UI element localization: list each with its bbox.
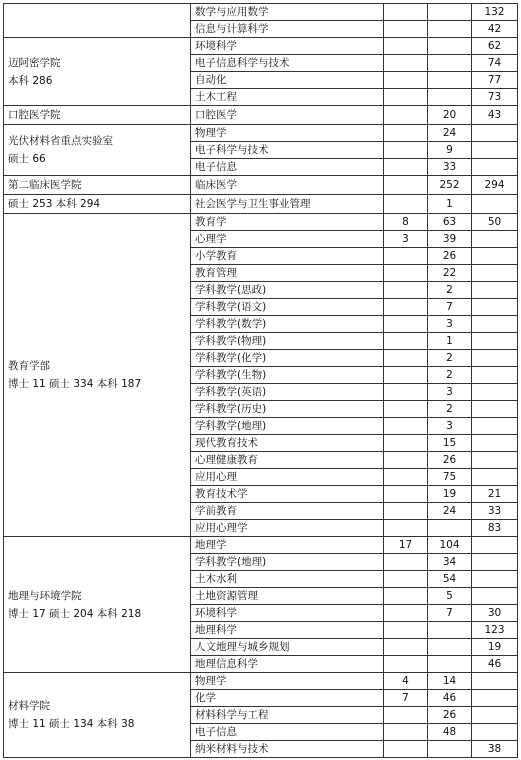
bachelor-count-cell — [472, 452, 518, 469]
bachelor-count-cell — [472, 125, 518, 142]
major-cell: 地理学 — [191, 537, 384, 554]
major-cell: 信息与计算科学 — [191, 21, 384, 38]
bachelor-count-cell — [472, 142, 518, 159]
master-count-cell: 2 — [428, 367, 472, 384]
phd-count-cell — [384, 333, 428, 350]
major-cell: 环境科学 — [191, 38, 384, 55]
college-name: 迈阿密学院 — [8, 56, 61, 69]
bachelor-count-cell — [472, 350, 518, 367]
bachelor-count-cell: 38 — [472, 741, 518, 758]
college-name: 地理与环境学院 — [8, 589, 82, 602]
phd-count-cell — [384, 605, 428, 622]
bachelor-count-cell — [472, 554, 518, 571]
major-cell: 心理学 — [191, 231, 384, 248]
bachelor-count-cell — [472, 690, 518, 707]
bachelor-count-cell — [472, 401, 518, 418]
master-count-cell: 1 — [428, 195, 472, 214]
master-count-cell: 14 — [428, 673, 472, 690]
bachelor-count-cell: 77 — [472, 72, 518, 89]
college-quota: 本科 286 — [8, 74, 53, 87]
major-cell: 学科教学(地理) — [191, 554, 384, 571]
table-row — [4, 673, 518, 690]
master-count-cell: 46 — [428, 690, 472, 707]
phd-count-cell: 7 — [384, 690, 428, 707]
table-row — [4, 537, 518, 554]
bachelor-count-cell — [472, 673, 518, 690]
master-count-cell — [428, 38, 472, 55]
master-count-cell: 3 — [428, 316, 472, 333]
bachelor-count-cell — [472, 588, 518, 605]
phd-count-cell — [384, 554, 428, 571]
major-cell: 数学与应用数学 — [191, 4, 384, 21]
master-count-cell — [428, 622, 472, 639]
bachelor-count-cell — [472, 265, 518, 282]
major-cell: 土地资源管理 — [191, 588, 384, 605]
college-name: 材料学院 — [8, 700, 50, 712]
bachelor-count-cell: 43 — [472, 106, 518, 125]
master-count-cell — [428, 639, 472, 656]
bachelor-count-cell — [472, 435, 518, 452]
major-cell: 纳米材料与技术 — [191, 741, 384, 758]
phd-count-cell — [384, 639, 428, 656]
major-cell: 心理健康教育 — [191, 452, 384, 469]
bachelor-count-cell: 33 — [472, 503, 518, 520]
major-cell: 学科教学(物理) — [191, 333, 384, 350]
master-count-cell: 104 — [428, 537, 472, 554]
phd-count-cell — [384, 125, 428, 142]
college-quota: 博士 11 硕士 334 本科 187 — [8, 378, 142, 390]
bachelor-count-cell: 46 — [472, 656, 518, 673]
major-cell: 电子信息科学与技术 — [191, 55, 384, 72]
major-cell: 化学 — [191, 690, 384, 707]
bachelor-count-cell: 83 — [472, 520, 518, 537]
master-count-cell: 3 — [428, 418, 472, 435]
master-count-cell: 22 — [428, 265, 472, 282]
phd-count-cell — [384, 299, 428, 316]
phd-count-cell — [384, 265, 428, 282]
college-cell — [4, 214, 191, 537]
master-count-cell: 2 — [428, 350, 472, 367]
major-cell: 地理科学 — [191, 622, 384, 639]
bachelor-count-cell — [472, 299, 518, 316]
phd-count-cell — [384, 741, 428, 758]
major-cell: 应用心理 — [191, 469, 384, 486]
phd-count-cell — [384, 435, 428, 452]
master-count-cell: 15 — [428, 435, 472, 452]
phd-count-cell: 4 — [384, 673, 428, 690]
major-cell: 学科教学(化学) — [191, 350, 384, 367]
master-count-cell — [428, 4, 472, 21]
bachelor-count-cell: 50 — [472, 214, 518, 231]
bachelor-count-cell — [472, 333, 518, 350]
major-cell: 教育管理 — [191, 265, 384, 282]
phd-count-cell — [384, 38, 428, 55]
college-cell — [4, 4, 191, 38]
bachelor-count-cell — [472, 571, 518, 588]
master-count-cell: 75 — [428, 469, 472, 486]
phd-count-cell — [384, 106, 428, 125]
master-count-cell: 48 — [428, 724, 472, 741]
phd-count-cell — [384, 89, 428, 106]
master-count-cell: 3 — [428, 384, 472, 401]
master-count-cell — [428, 89, 472, 106]
phd-count-cell: 8 — [384, 214, 428, 231]
phd-count-cell — [384, 486, 428, 503]
major-cell: 现代教育技术 — [191, 435, 384, 452]
phd-count-cell — [384, 724, 428, 741]
major-cell: 口腔医学 — [191, 106, 384, 125]
college-cell — [4, 673, 191, 758]
table-row — [4, 4, 518, 21]
master-count-cell: 7 — [428, 605, 472, 622]
bachelor-count-cell — [472, 537, 518, 554]
major-cell: 学科教学(思政) — [191, 282, 384, 299]
master-count-cell: 54 — [428, 571, 472, 588]
major-cell: 电子信息 — [191, 724, 384, 741]
phd-count-cell — [384, 159, 428, 176]
bachelor-count-cell: 73 — [472, 89, 518, 106]
major-cell: 学科教学(语文) — [191, 299, 384, 316]
bachelor-count-cell — [472, 159, 518, 176]
phd-count-cell — [384, 72, 428, 89]
phd-count-cell — [384, 350, 428, 367]
master-count-cell — [428, 741, 472, 758]
college-cell — [4, 125, 191, 176]
major-cell: 教育学 — [191, 214, 384, 231]
bachelor-count-cell: 132 — [472, 4, 518, 21]
major-cell: 临床医学 — [191, 176, 384, 195]
master-count-cell: 20 — [428, 106, 472, 125]
master-count-cell: 39 — [428, 231, 472, 248]
bachelor-count-cell — [472, 316, 518, 333]
college-cell — [4, 176, 191, 195]
major-cell: 自动化 — [191, 72, 384, 89]
master-count-cell: 26 — [428, 707, 472, 724]
phd-count-cell: 3 — [384, 231, 428, 248]
table-row — [4, 106, 518, 125]
major-cell: 学科教学(英语) — [191, 384, 384, 401]
phd-count-cell — [384, 316, 428, 333]
phd-count-cell — [384, 282, 428, 299]
bachelor-count-cell: 74 — [472, 55, 518, 72]
master-count-cell — [428, 520, 472, 537]
phd-count-cell — [384, 401, 428, 418]
college-quota: 博士 17 硕士 204 本科 218 — [8, 607, 142, 620]
major-cell: 教育技术学 — [191, 486, 384, 503]
master-count-cell — [428, 55, 472, 72]
phd-count-cell — [384, 503, 428, 520]
phd-count-cell — [384, 21, 428, 38]
phd-count-cell — [384, 656, 428, 673]
bachelor-count-cell — [472, 282, 518, 299]
master-count-cell — [428, 21, 472, 38]
major-cell: 社会医学与卫生事业管理 — [191, 195, 384, 214]
master-count-cell — [428, 72, 472, 89]
table-row — [4, 214, 518, 231]
major-cell: 材料科学与工程 — [191, 707, 384, 724]
major-cell: 地理信息科学 — [191, 656, 384, 673]
master-count-cell: 34 — [428, 554, 472, 571]
phd-count-cell — [384, 142, 428, 159]
major-cell: 物理学 — [191, 673, 384, 690]
master-count-cell: 19 — [428, 486, 472, 503]
master-count-cell: 2 — [428, 401, 472, 418]
master-count-cell: 63 — [428, 214, 472, 231]
bachelor-count-cell — [472, 248, 518, 265]
bachelor-count-cell: 62 — [472, 38, 518, 55]
master-count-cell: 2 — [428, 282, 472, 299]
bachelor-count-cell — [472, 707, 518, 724]
phd-count-cell: 17 — [384, 537, 428, 554]
phd-count-cell — [384, 452, 428, 469]
college-cell — [4, 537, 191, 673]
college-name: 第二临床医学院 — [8, 179, 82, 191]
college-name: 光伏材料省重点实验室 — [8, 135, 113, 147]
master-count-cell: 1 — [428, 333, 472, 350]
phd-count-cell — [384, 384, 428, 401]
table-row — [4, 125, 518, 142]
master-count-cell: 9 — [428, 142, 472, 159]
major-cell: 土木水利 — [191, 571, 384, 588]
college-name: 硕士 253 本科 294 — [8, 198, 101, 210]
major-cell: 物理学 — [191, 125, 384, 142]
phd-count-cell — [384, 176, 428, 195]
college-cell — [4, 195, 191, 214]
phd-count-cell — [384, 571, 428, 588]
bachelor-count-cell — [472, 418, 518, 435]
major-cell: 小学教育 — [191, 248, 384, 265]
master-count-cell: 24 — [428, 503, 472, 520]
master-count-cell: 24 — [428, 125, 472, 142]
major-cell: 学科教学(生物) — [191, 367, 384, 384]
table-row — [4, 195, 518, 214]
table-body — [4, 4, 518, 758]
phd-count-cell — [384, 55, 428, 72]
major-cell: 电子信息 — [191, 159, 384, 176]
bachelor-count-cell — [472, 195, 518, 214]
major-cell: 应用心理学 — [191, 520, 384, 537]
phd-count-cell — [384, 588, 428, 605]
phd-count-cell — [384, 707, 428, 724]
bachelor-count-cell: 30 — [472, 605, 518, 622]
phd-count-cell — [384, 622, 428, 639]
major-cell: 电子科学与技术 — [191, 142, 384, 159]
college-cell — [4, 38, 191, 106]
bachelor-count-cell — [472, 367, 518, 384]
major-cell: 土木工程 — [191, 89, 384, 106]
master-count-cell — [428, 656, 472, 673]
bachelor-count-cell: 123 — [472, 622, 518, 639]
bachelor-count-cell: 294 — [472, 176, 518, 195]
college-name: 教育学部 — [8, 360, 50, 372]
phd-count-cell — [384, 520, 428, 537]
major-cell: 学科教学(历史) — [191, 401, 384, 418]
major-cell: 学科教学(数学) — [191, 316, 384, 333]
phd-count-cell — [384, 248, 428, 265]
master-count-cell: 33 — [428, 159, 472, 176]
college-name: 口腔医学院 — [8, 109, 61, 121]
bachelor-count-cell: 21 — [472, 486, 518, 503]
bachelor-count-cell — [472, 231, 518, 248]
enrollment-table — [3, 3, 518, 758]
phd-count-cell — [384, 4, 428, 21]
phd-count-cell — [384, 418, 428, 435]
bachelor-count-cell — [472, 724, 518, 741]
master-count-cell: 26 — [428, 248, 472, 265]
phd-count-cell — [384, 469, 428, 486]
bachelor-count-cell — [472, 469, 518, 486]
major-cell: 学前教育 — [191, 503, 384, 520]
master-count-cell: 5 — [428, 588, 472, 605]
master-count-cell: 252 — [428, 176, 472, 195]
major-cell: 学科教学(地理) — [191, 418, 384, 435]
phd-count-cell — [384, 367, 428, 384]
bachelor-count-cell: 42 — [472, 21, 518, 38]
table-row — [4, 38, 518, 55]
major-cell: 环境科学 — [191, 605, 384, 622]
bachelor-count-cell: 19 — [472, 639, 518, 656]
master-count-cell: 7 — [428, 299, 472, 316]
phd-count-cell — [384, 195, 428, 214]
table-row — [4, 176, 518, 195]
college-quota: 硕士 66 — [8, 153, 46, 165]
college-cell — [4, 106, 191, 125]
major-cell: 人文地理与城乡规划 — [191, 639, 384, 656]
bachelor-count-cell — [472, 384, 518, 401]
college-quota: 博士 11 硕士 134 本科 38 — [8, 718, 135, 730]
master-count-cell: 26 — [428, 452, 472, 469]
